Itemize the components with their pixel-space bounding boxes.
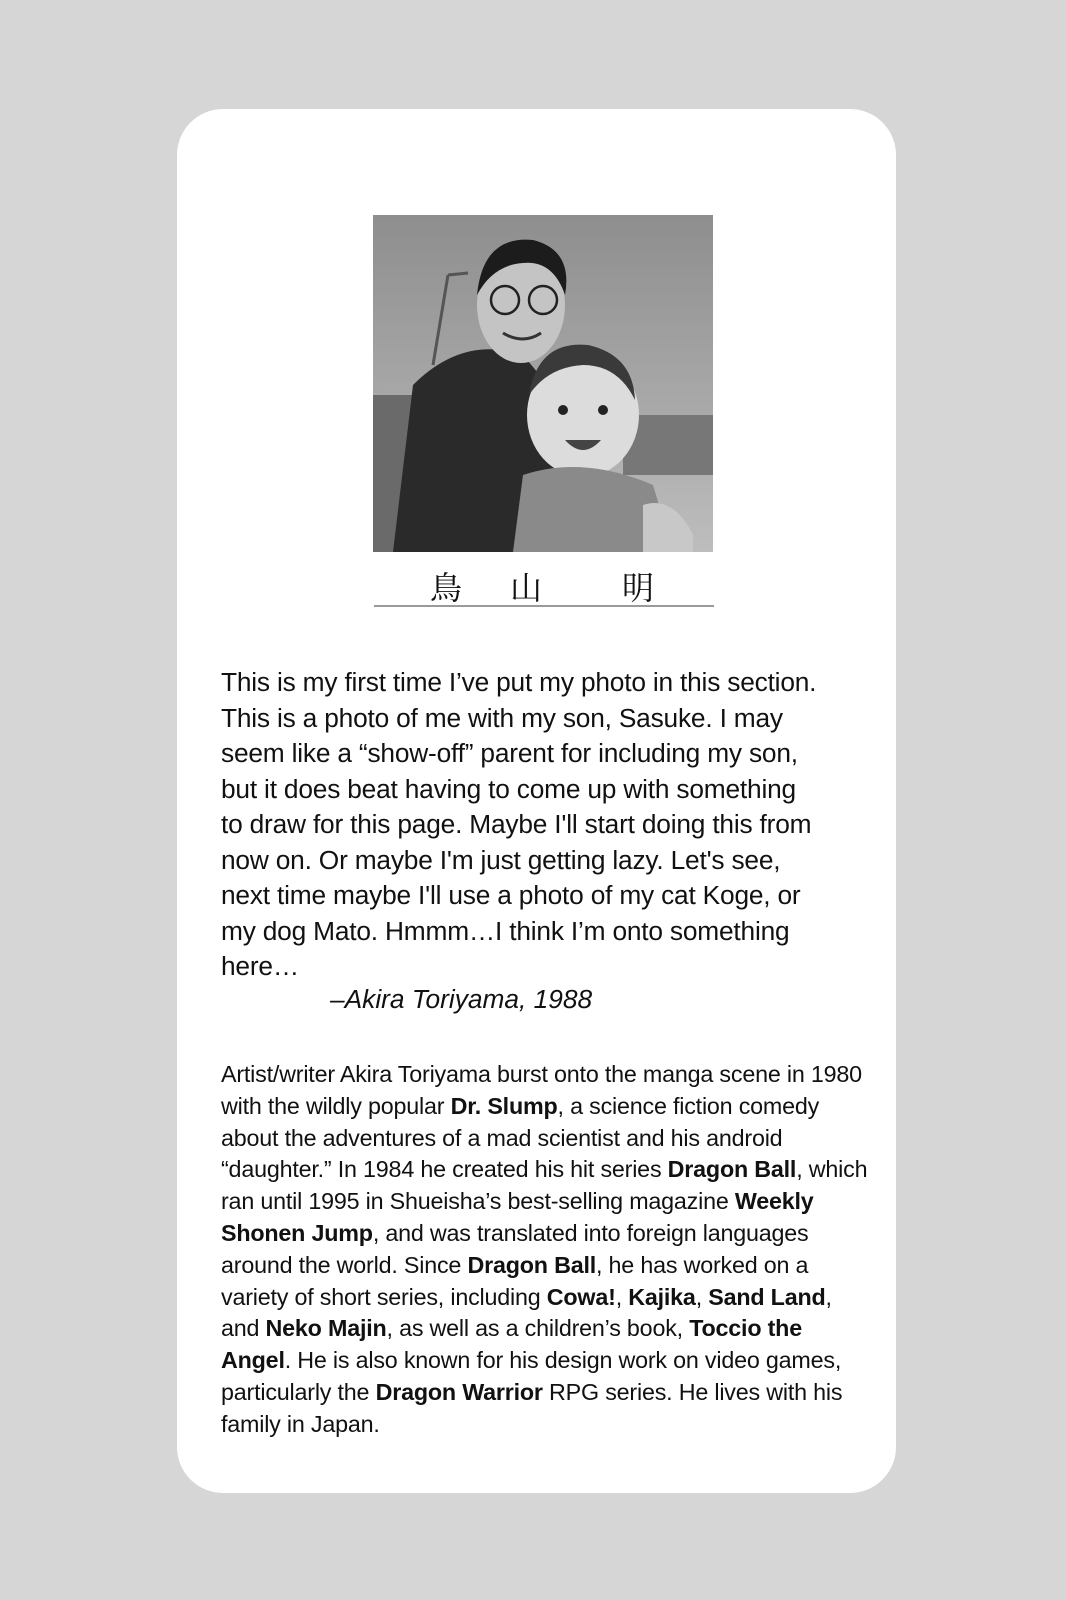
- bio-title: Neko Majin: [265, 1315, 387, 1342]
- author-photo: [373, 215, 713, 552]
- quote-line: This is a photo of me with my son, Sasuke. I may: [221, 702, 783, 733]
- bio-text: , he has worked on a variety of short series, including: [221, 1251, 809, 1310]
- quote-line: seem like a “show-off” parent for including my son,: [221, 738, 798, 768]
- author-bio: [221, 1059, 876, 1441]
- bio-title: Dragon Ball: [667, 1156, 797, 1183]
- bio-text: , a science fiction comedy about the adventures of a mad scientist and his android “daughter.” In 1984 he created his hit series: [221, 1092, 820, 1183]
- author-name-kanji: [374, 559, 714, 607]
- bio-title: Weekly Shonen Jump: [221, 1188, 814, 1246]
- bio-text: . He is also known for his design work on video games, particularly the: [221, 1347, 842, 1405]
- bio-text: ,: [615, 1283, 629, 1310]
- bio-title: Cowa!: [546, 1283, 616, 1310]
- bio-text: , and was translated into foreign languages around the world. Since: [221, 1219, 809, 1278]
- bio-text: RPG series. He lives with his family in Japan.: [221, 1378, 843, 1437]
- bio-text: Artist/writer Akira Toriyama burst onto the manga scene in 1980 with the wildly popular: [221, 1061, 862, 1119]
- bio-text: , as well as a children’s book,: [386, 1315, 690, 1342]
- kanji-char: 山: [510, 569, 543, 607]
- bio-title: Dragon Warrior: [375, 1378, 543, 1405]
- quote-line: This is my first time I’ve put my photo in this section.: [221, 667, 817, 697]
- quote-line: here…: [221, 951, 299, 981]
- photo-illustration: [373, 215, 713, 552]
- bio-title: Toccio the Angel: [221, 1315, 802, 1374]
- bio-title: Kajika: [628, 1283, 696, 1310]
- bio-title: Dragon Ball: [467, 1251, 596, 1278]
- quote-line: now on. Or maybe I'm just getting lazy. Let's see,: [221, 844, 781, 875]
- bio-text: , and: [221, 1283, 832, 1342]
- bio-title: Dr. Slump: [450, 1092, 558, 1119]
- bio-text: , which ran until 1995 in Shueisha’s best-selling magazine: [221, 1156, 868, 1215]
- quote-signature: –Akira Toriyama, 1988: [330, 984, 593, 1014]
- bio-title: Sand Land: [708, 1283, 826, 1310]
- quote-line: next time maybe I'll use a photo of my cat Koge, or: [221, 880, 801, 910]
- quote-line: but it does beat having to come up with something: [221, 773, 796, 804]
- quote-line: my dog Mato. Hmmm…I think I’m onto something: [221, 915, 790, 946]
- kanji-char: 鳥: [430, 569, 463, 607]
- kanji-char: 明: [622, 569, 655, 607]
- quote-line: to draw for this page. Maybe I'll start doing this from: [221, 809, 812, 839]
- bio-text: ,: [695, 1283, 709, 1310]
- author-quote: [221, 665, 871, 985]
